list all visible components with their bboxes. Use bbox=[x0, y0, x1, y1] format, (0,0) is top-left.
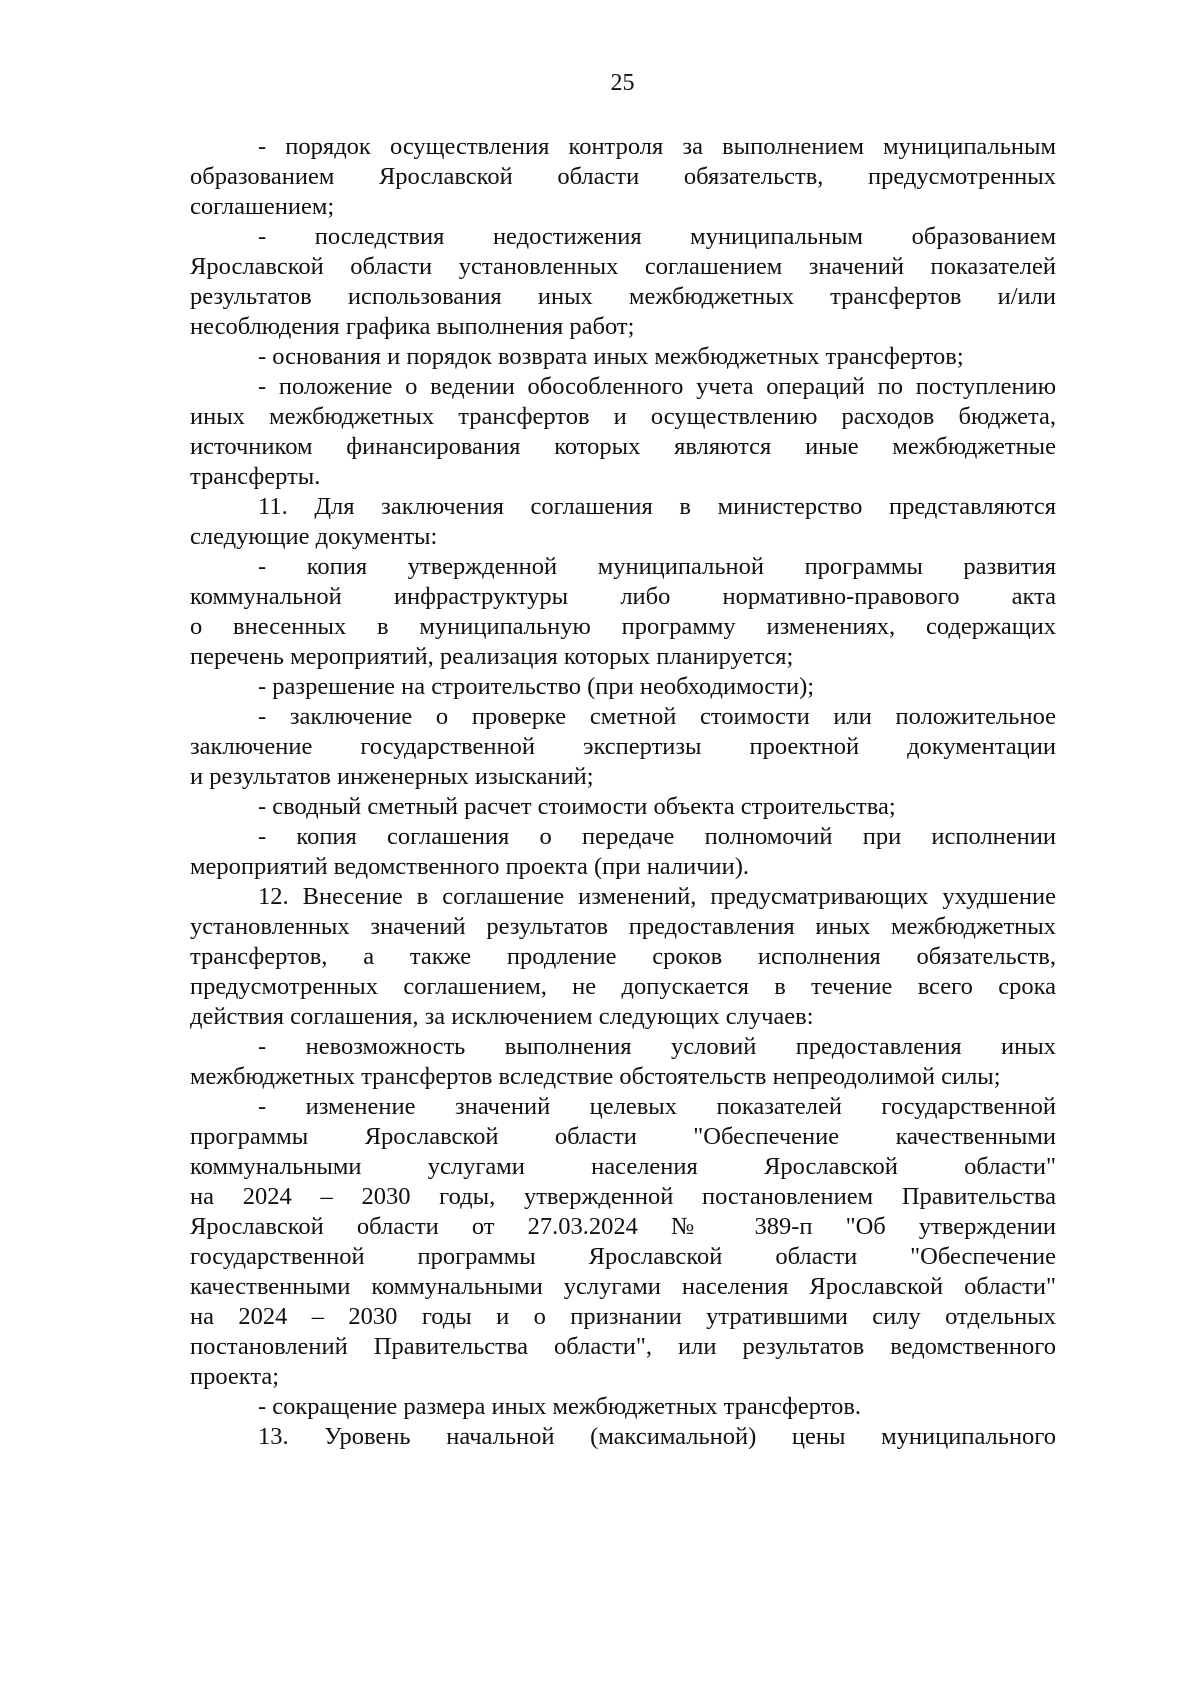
text-line: на 2024 – 2030 годы, утвержденной постановлением Правительства bbox=[190, 1183, 1056, 1210]
text-line: - порядок осуществления контроля за выполнением муниципальным bbox=[258, 133, 1056, 160]
text-line: мероприятий ведомственного проекта (при наличии). bbox=[190, 853, 750, 880]
text-line: трансферты. bbox=[190, 463, 321, 490]
text-line: источником финансирования которых являются иные межбюджетные bbox=[190, 433, 1056, 460]
text-line: программы Ярославской области "Обеспечение качественными bbox=[190, 1123, 1056, 1150]
text-line: установленных значений результатов предоставления иных межбюджетных bbox=[190, 913, 1056, 940]
text-line: - последствия недостижения муниципальным образованием bbox=[258, 223, 1056, 250]
text-line: соглашением; bbox=[190, 193, 335, 220]
text-line: иных межбюджетных трансфертов и осуществлению расходов бюджета, bbox=[190, 403, 1056, 430]
text-line: межбюджетных трансфертов вследствие обстоятельств непреодолимой силы; bbox=[190, 1063, 1001, 1090]
text-line: Ярославской области от 27.03.2024 № 389-п "Об утверждении bbox=[190, 1213, 1056, 1240]
text-line: - копия утвержденной муниципальной программы развития bbox=[258, 553, 1056, 580]
text-line: следующие документы: bbox=[190, 523, 438, 550]
text-line: государственной программы Ярославской области "Обеспечение bbox=[190, 1243, 1056, 1270]
text-line: действия соглашения, за исключением следующих случаев: bbox=[190, 1003, 814, 1030]
text-line: 12. Внесение в соглашение изменений, предусматривающих ухудшение bbox=[258, 883, 1056, 910]
text-line: - сокращение размера иных межбюджетных трансфертов. bbox=[258, 1393, 862, 1420]
text-line: - невозможность выполнения условий предоставления иных bbox=[258, 1033, 1056, 1060]
text-line: результатов использования иных межбюджетных трансфертов и/или bbox=[190, 283, 1056, 310]
text-line: - копия соглашения о передаче полномочий при исполнении bbox=[258, 823, 1056, 850]
text-line: - изменение значений целевых показателей государственной bbox=[258, 1093, 1056, 1120]
text-line: - сводный сметный расчет стоимости объекта строительства; bbox=[258, 793, 896, 820]
page-number: 25 bbox=[610, 70, 635, 96]
text-line: 11. Для заключения соглашения в министерство представляются bbox=[258, 493, 1056, 520]
text-line: - заключение о проверке сметной стоимости или положительное bbox=[258, 703, 1056, 730]
text-line: трансфертов, а также продление сроков исполнения обязательств, bbox=[190, 943, 1056, 970]
text-line: заключение государственной экспертизы проектной документации bbox=[190, 733, 1056, 760]
text-line: коммунальными услугами населения Ярославской области" bbox=[190, 1153, 1056, 1180]
text-line: качественными коммунальными услугами населения Ярославской области" bbox=[190, 1273, 1056, 1300]
text-line: о внесенных в муниципальную программу изменениях, содержащих bbox=[190, 613, 1056, 640]
text-line: - разрешение на строительство (при необходимости); bbox=[258, 673, 815, 700]
text-line: - положение о ведении обособленного учета операций по поступлению bbox=[258, 373, 1056, 400]
text-line: 13. Уровень начальной (максимальной) цены муниципального bbox=[258, 1423, 1056, 1450]
text-line: на 2024 – 2030 годы и о признании утратившими силу отдельных bbox=[190, 1303, 1056, 1330]
text-line: образованием Ярославской области обязательств, предусмотренных bbox=[190, 163, 1056, 190]
text-line: коммунальной инфраструктуры либо нормативно-правового акта bbox=[190, 583, 1056, 610]
text-line: - основания и порядок возврата иных межбюджетных трансфертов; bbox=[258, 343, 964, 370]
text-line: перечень мероприятий, реализация которых планируется; bbox=[190, 643, 794, 670]
text-line: постановлений Правительства области", или результатов ведомственного bbox=[190, 1333, 1056, 1360]
text-line: и результатов инженерных изысканий; bbox=[190, 763, 594, 790]
text-line: предусмотренных соглашением, не допускается в течение всего срока bbox=[190, 973, 1056, 1000]
text-line: несоблюдения графика выполнения работ; bbox=[190, 313, 635, 340]
text-line: проекта; bbox=[190, 1363, 280, 1390]
text-line: Ярославской области установленных соглашением значений показателей bbox=[190, 253, 1056, 280]
